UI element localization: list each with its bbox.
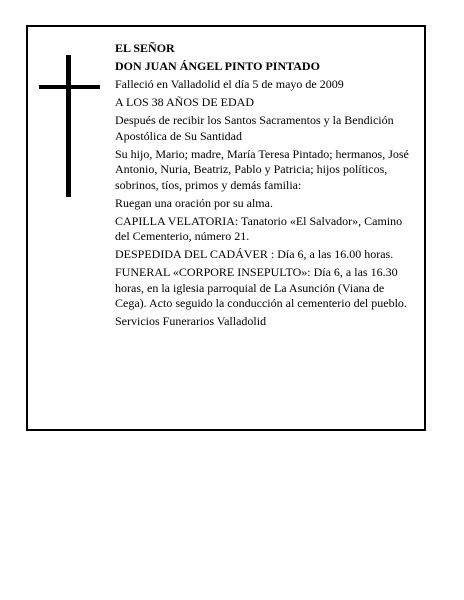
farewell-information: DESPEDIDA DEL CADÁVER : Día 6, a las 16.00 horas. xyxy=(115,247,394,261)
sacraments-statement: Después de recibir los Santos Sacramentos y la Bendición Apostólica de Su Santidad xyxy=(115,113,394,143)
prayer-request: Ruegan una oración por su alma. xyxy=(115,195,273,210)
family-statement: Su hijo, Mario; madre, María Teresa Pintado; hermanos, José Antonio, Nuria, Beatriz, Pablo y Patricia; hijos políticos, sobrinos, tíos, primos y demás familia: xyxy=(115,146,409,192)
obituary-notice xyxy=(26,25,426,431)
notice-title: EL SEÑOR xyxy=(115,41,175,55)
funeral-services-provider: Servicios Funerarios Valladolid xyxy=(115,314,267,328)
chapel-information: CAPILLA VELATORIA: Tanatorio «El Salvador», Camino del Cementerio, número 21. xyxy=(115,213,403,243)
funeral-information: FUNERAL «CORPORE INSEPULTO»: Día 6, a las 16.30 horas, en la iglesia parroquial de La Asunción (Viana de Cega). Acto seguido la conducción al cementerio del pueblo. xyxy=(115,265,407,310)
cross-vertical-bar xyxy=(66,55,71,197)
notice-text xyxy=(115,41,417,332)
cross-horizontal-bar xyxy=(39,85,100,89)
death-statement: Falleció en Valladolid el día 5 de mayo de 2009 xyxy=(115,77,344,91)
deceased-name: DON JUAN ÁNGEL PINTO PINTADO xyxy=(115,59,320,73)
age-statement: A LOS 38 AÑOS DE EDAD xyxy=(115,95,255,109)
